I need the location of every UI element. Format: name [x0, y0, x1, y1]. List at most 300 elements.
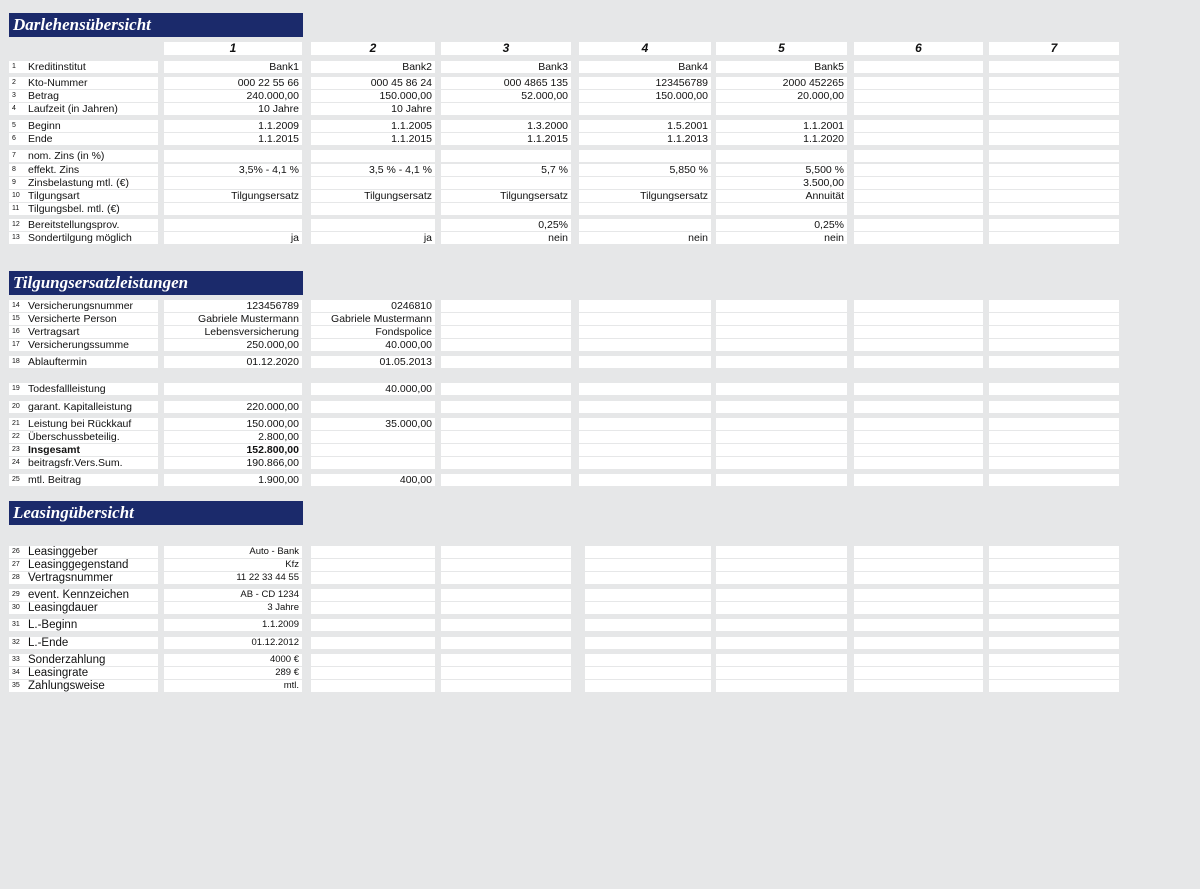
- table-cell[interactable]: [579, 177, 711, 189]
- table-cell[interactable]: [441, 680, 571, 692]
- table-cell[interactable]: [579, 326, 711, 338]
- table-cell[interactable]: [854, 190, 983, 202]
- row-label-text: Zinsbelastung mtl. (€): [28, 177, 129, 189]
- table-cell[interactable]: [311, 559, 435, 571]
- row-label: [9, 164, 158, 176]
- table-cell[interactable]: [989, 654, 1119, 666]
- table-cell[interactable]: [441, 572, 571, 584]
- table-cell[interactable]: Tilgungsersatz: [441, 190, 571, 202]
- table-cell[interactable]: [311, 457, 435, 469]
- table-cell[interactable]: Bank4: [579, 61, 711, 73]
- table-cell[interactable]: [441, 326, 571, 338]
- row-number: 16: [12, 328, 20, 335]
- table-cell[interactable]: 40.000,00: [311, 383, 435, 395]
- table-cell[interactable]: 123456789: [164, 300, 302, 312]
- table-cell[interactable]: [854, 401, 983, 413]
- table-cell[interactable]: [716, 418, 847, 430]
- row-label-text: Ablauftermin: [28, 356, 87, 368]
- table-cell[interactable]: [585, 602, 711, 614]
- table-cell[interactable]: [441, 177, 571, 189]
- table-cell[interactable]: [716, 667, 847, 679]
- table-cell[interactable]: 01.12.2020: [164, 356, 302, 368]
- table-cell[interactable]: [164, 383, 302, 395]
- table-cell[interactable]: [585, 546, 711, 558]
- table-cell[interactable]: [441, 431, 571, 443]
- table-cell[interactable]: 0,25%: [441, 219, 571, 231]
- row-label: [9, 150, 158, 162]
- table-cell[interactable]: Bank1: [164, 61, 302, 73]
- table-cell[interactable]: [716, 339, 847, 351]
- table-cell[interactable]: [716, 401, 847, 413]
- row-number: 24: [12, 459, 20, 466]
- row-number: 35: [12, 682, 20, 689]
- table-cell[interactable]: [311, 203, 435, 215]
- table-cell[interactable]: [311, 219, 435, 231]
- table-cell[interactable]: [989, 133, 1119, 145]
- table-cell[interactable]: [441, 356, 571, 368]
- table-cell[interactable]: [716, 383, 847, 395]
- row-label: [9, 77, 158, 89]
- table-cell[interactable]: [311, 637, 435, 649]
- table-cell[interactable]: [579, 431, 711, 443]
- table-cell[interactable]: 4000 €: [164, 654, 302, 666]
- table-cell[interactable]: [854, 61, 983, 73]
- table-cell[interactable]: [579, 339, 711, 351]
- table-cell[interactable]: 01.12.2012: [164, 637, 302, 649]
- table-cell[interactable]: [579, 457, 711, 469]
- table-cell[interactable]: [585, 667, 711, 679]
- row-label-text: Bereitstellungsprov.: [28, 219, 120, 231]
- table-cell[interactable]: [854, 589, 983, 601]
- row-number: 32: [12, 639, 20, 646]
- table-cell[interactable]: 123456789: [579, 77, 711, 89]
- table-cell[interactable]: 150.000,00: [579, 90, 711, 102]
- table-cell[interactable]: [989, 339, 1119, 351]
- table-cell[interactable]: [989, 418, 1119, 430]
- table-cell[interactable]: [441, 418, 571, 430]
- table-cell[interactable]: 150.000,00: [164, 418, 302, 430]
- row-label-text: Sonderzahlung: [28, 654, 106, 666]
- table-cell[interactable]: 000 22 55 66: [164, 77, 302, 89]
- table-cell[interactable]: 220.000,00: [164, 401, 302, 413]
- table-cell[interactable]: 1.1.2009: [164, 120, 302, 132]
- column-number-6: 6: [854, 42, 983, 55]
- table-cell[interactable]: 000 45 86 24: [311, 77, 435, 89]
- table-cell[interactable]: [854, 546, 983, 558]
- row-label-text: Leistung bei Rückkauf: [28, 418, 132, 430]
- table-cell[interactable]: 1.1.2015: [164, 133, 302, 145]
- row-label: [9, 431, 158, 443]
- table-cell[interactable]: [441, 203, 571, 215]
- row-number: 34: [12, 669, 20, 676]
- table-cell[interactable]: [164, 150, 302, 162]
- row-number: 20: [12, 403, 20, 410]
- table-cell[interactable]: [989, 120, 1119, 132]
- table-cell[interactable]: [441, 474, 571, 486]
- table-cell[interactable]: [579, 418, 711, 430]
- table-cell[interactable]: 1.1.2001: [716, 120, 847, 132]
- row-label: [9, 401, 158, 413]
- table-cell[interactable]: 1.3.2000: [441, 120, 571, 132]
- table-cell[interactable]: [854, 90, 983, 102]
- table-cell[interactable]: Bank3: [441, 61, 571, 73]
- row-label-text: Leasinggeber: [28, 546, 98, 558]
- row-label: [9, 444, 158, 456]
- row-label: [9, 457, 158, 469]
- table-cell[interactable]: Gabriele Mustermann: [311, 313, 435, 325]
- table-cell[interactable]: [311, 401, 435, 413]
- table-cell[interactable]: [989, 619, 1119, 631]
- table-cell[interactable]: [311, 572, 435, 584]
- table-cell[interactable]: 1.1.2020: [716, 133, 847, 145]
- row-label-text: mtl. Beitrag: [28, 474, 82, 486]
- table-cell[interactable]: [164, 203, 302, 215]
- table-cell[interactable]: 0246810: [311, 300, 435, 312]
- table-cell[interactable]: [441, 150, 571, 162]
- table-cell[interactable]: 250.000,00: [164, 339, 302, 351]
- row-label: [9, 619, 158, 631]
- table-cell[interactable]: 3 Jahre: [164, 602, 302, 614]
- row-label-text: Betrag: [28, 90, 59, 102]
- table-cell[interactable]: [311, 431, 435, 443]
- table-cell[interactable]: [585, 559, 711, 571]
- table-cell[interactable]: [989, 356, 1119, 368]
- table-cell[interactable]: [989, 572, 1119, 584]
- table-cell[interactable]: Tilgungsersatz: [311, 190, 435, 202]
- table-cell[interactable]: Kfz: [164, 559, 302, 571]
- table-cell[interactable]: mtl.: [164, 680, 302, 692]
- table-cell[interactable]: 5,850 %: [579, 164, 711, 176]
- table-cell[interactable]: Fondspolice: [311, 326, 435, 338]
- table-cell[interactable]: [989, 90, 1119, 102]
- table-cell[interactable]: [311, 177, 435, 189]
- table-cell[interactable]: [854, 654, 983, 666]
- table-cell[interactable]: 289 €: [164, 667, 302, 679]
- row-number: 25: [12, 476, 20, 483]
- table-cell[interactable]: [989, 313, 1119, 325]
- row-label: [9, 326, 158, 338]
- table-cell[interactable]: [989, 103, 1119, 115]
- table-cell[interactable]: [716, 203, 847, 215]
- table-cell[interactable]: 150.000,00: [311, 90, 435, 102]
- table-cell[interactable]: 1.1.2015: [441, 133, 571, 145]
- table-cell[interactable]: [585, 572, 711, 584]
- table-cell[interactable]: [441, 339, 571, 351]
- table-cell[interactable]: 1.1.2005: [311, 120, 435, 132]
- table-cell[interactable]: Gabriele Mustermann: [164, 313, 302, 325]
- table-cell[interactable]: 10 Jahre: [311, 103, 435, 115]
- table-cell[interactable]: [989, 300, 1119, 312]
- table-cell[interactable]: 35.000,00: [311, 418, 435, 430]
- table-cell[interactable]: [716, 457, 847, 469]
- table-cell[interactable]: [989, 546, 1119, 558]
- table-cell[interactable]: [716, 637, 847, 649]
- table-cell[interactable]: [989, 164, 1119, 176]
- table-cell[interactable]: [854, 77, 983, 89]
- table-cell[interactable]: [716, 572, 847, 584]
- table-cell[interactable]: 11 22 33 44 55: [164, 572, 302, 584]
- table-cell[interactable]: 190.866,00: [164, 457, 302, 469]
- row-number: 30: [12, 604, 20, 611]
- table-cell[interactable]: [989, 219, 1119, 231]
- table-cell[interactable]: ja: [164, 232, 302, 244]
- table-cell[interactable]: [989, 77, 1119, 89]
- table-cell[interactable]: nein: [716, 232, 847, 244]
- row-number: 22: [12, 433, 20, 440]
- table-cell[interactable]: [716, 680, 847, 692]
- table-cell[interactable]: [989, 177, 1119, 189]
- table-cell[interactable]: [441, 383, 571, 395]
- table-cell[interactable]: 40.000,00: [311, 339, 435, 351]
- table-cell[interactable]: [585, 680, 711, 692]
- table-cell[interactable]: 5,7 %: [441, 164, 571, 176]
- row-label: [9, 90, 158, 102]
- row-label: [9, 667, 158, 679]
- table-cell[interactable]: [441, 667, 571, 679]
- row-label-text: Versicherungsnummer: [28, 300, 134, 312]
- table-cell[interactable]: [716, 589, 847, 601]
- table-cell[interactable]: [989, 559, 1119, 571]
- table-cell[interactable]: 5,500 %: [716, 164, 847, 176]
- table-cell[interactable]: [311, 444, 435, 456]
- table-cell[interactable]: [989, 190, 1119, 202]
- row-label: [9, 120, 158, 132]
- table-cell[interactable]: [854, 667, 983, 679]
- table-cell[interactable]: nein: [579, 232, 711, 244]
- row-label: [9, 572, 158, 584]
- table-cell[interactable]: 0,25%: [716, 219, 847, 231]
- table-cell[interactable]: [311, 619, 435, 631]
- table-cell[interactable]: [854, 120, 983, 132]
- table-cell[interactable]: [716, 474, 847, 486]
- table-cell[interactable]: 000 4865 135: [441, 77, 571, 89]
- table-cell[interactable]: [441, 401, 571, 413]
- table-cell[interactable]: Bank2: [311, 61, 435, 73]
- row-label-text: Vertragsnummer: [28, 572, 114, 584]
- row-label-text: Versicherte Person: [28, 313, 117, 325]
- table-cell[interactable]: 152.800,00: [164, 444, 302, 456]
- table-cell[interactable]: [989, 61, 1119, 73]
- table-cell[interactable]: [585, 637, 711, 649]
- table-cell[interactable]: [854, 313, 983, 325]
- table-cell[interactable]: [854, 103, 983, 115]
- table-cell[interactable]: 10 Jahre: [164, 103, 302, 115]
- table-cell[interactable]: [989, 431, 1119, 443]
- table-cell[interactable]: Tilgungsersatz: [164, 190, 302, 202]
- row-label-text: Beginn: [28, 120, 61, 132]
- table-cell[interactable]: [716, 602, 847, 614]
- table-cell[interactable]: [854, 356, 983, 368]
- row-number: 31: [12, 621, 20, 628]
- table-cell[interactable]: [854, 444, 983, 456]
- table-cell[interactable]: 20.000,00: [716, 90, 847, 102]
- table-cell[interactable]: Tilgungsersatz: [579, 190, 711, 202]
- table-cell[interactable]: 400,00: [311, 474, 435, 486]
- table-cell[interactable]: [989, 203, 1119, 215]
- row-label-text: Leasinggegenstand: [28, 559, 129, 571]
- table-cell[interactable]: [579, 300, 711, 312]
- table-cell[interactable]: [854, 431, 983, 443]
- table-cell[interactable]: [311, 602, 435, 614]
- table-cell[interactable]: [441, 103, 571, 115]
- table-cell[interactable]: [854, 164, 983, 176]
- table-cell[interactable]: 1.1.2009: [164, 619, 302, 631]
- row-number: 6: [12, 135, 16, 142]
- row-number: 4: [12, 105, 16, 112]
- table-cell[interactable]: [441, 300, 571, 312]
- table-cell[interactable]: [311, 546, 435, 558]
- table-cell[interactable]: [579, 219, 711, 231]
- table-cell[interactable]: [989, 444, 1119, 456]
- table-cell[interactable]: [164, 219, 302, 231]
- table-cell[interactable]: [716, 300, 847, 312]
- table-cell[interactable]: [854, 619, 983, 631]
- table-cell[interactable]: [716, 546, 847, 558]
- table-cell[interactable]: [579, 383, 711, 395]
- table-cell[interactable]: [579, 203, 711, 215]
- table-cell[interactable]: [989, 637, 1119, 649]
- table-cell[interactable]: [989, 383, 1119, 395]
- table-cell[interactable]: Bank5: [716, 61, 847, 73]
- table-cell[interactable]: [311, 589, 435, 601]
- table-cell[interactable]: [441, 546, 571, 558]
- table-cell[interactable]: [854, 418, 983, 430]
- table-cell[interactable]: [585, 619, 711, 631]
- table-cell[interactable]: [854, 637, 983, 649]
- table-cell[interactable]: 52.000,00: [441, 90, 571, 102]
- table-cell[interactable]: [989, 602, 1119, 614]
- table-cell[interactable]: [716, 559, 847, 571]
- table-cell[interactable]: [854, 300, 983, 312]
- table-cell[interactable]: 3,5 % - 4,1 %: [311, 164, 435, 176]
- row-label: [9, 383, 158, 395]
- table-cell[interactable]: [854, 559, 983, 571]
- table-cell[interactable]: [716, 313, 847, 325]
- row-number: 14: [12, 302, 20, 309]
- row-label: [9, 61, 158, 73]
- row-label-text: L.-Ende: [28, 637, 69, 649]
- table-cell[interactable]: [585, 654, 711, 666]
- table-cell[interactable]: Annuität: [716, 190, 847, 202]
- table-cell[interactable]: [854, 383, 983, 395]
- table-cell[interactable]: [311, 150, 435, 162]
- row-label: [9, 300, 158, 312]
- table-cell[interactable]: [441, 457, 571, 469]
- table-cell[interactable]: [854, 150, 983, 162]
- table-cell[interactable]: [579, 150, 711, 162]
- table-cell[interactable]: [854, 474, 983, 486]
- table-cell[interactable]: [441, 602, 571, 614]
- table-cell[interactable]: [441, 313, 571, 325]
- table-cell[interactable]: 1.900,00: [164, 474, 302, 486]
- table-cell[interactable]: [311, 680, 435, 692]
- table-cell[interactable]: [579, 444, 711, 456]
- table-cell[interactable]: [854, 177, 983, 189]
- table-cell[interactable]: [579, 103, 711, 115]
- table-cell[interactable]: [989, 232, 1119, 244]
- table-cell[interactable]: [441, 654, 571, 666]
- row-label-text: Kreditinstitut: [28, 61, 86, 73]
- table-cell[interactable]: [716, 103, 847, 115]
- table-cell[interactable]: [854, 602, 983, 614]
- table-cell[interactable]: [579, 474, 711, 486]
- row-label: [9, 177, 158, 189]
- table-cell[interactable]: 1.5.2001: [579, 120, 711, 132]
- table-cell[interactable]: [441, 444, 571, 456]
- table-cell[interactable]: Auto - Bank: [164, 546, 302, 558]
- table-cell[interactable]: [441, 589, 571, 601]
- table-cell[interactable]: [854, 680, 983, 692]
- table-cell[interactable]: [854, 326, 983, 338]
- table-cell[interactable]: [716, 356, 847, 368]
- row-label-text: Tilgungsart: [28, 190, 80, 202]
- table-cell[interactable]: [854, 232, 983, 244]
- table-cell[interactable]: [989, 326, 1119, 338]
- table-cell[interactable]: [441, 619, 571, 631]
- table-cell[interactable]: [716, 444, 847, 456]
- table-cell[interactable]: [585, 589, 711, 601]
- table-cell[interactable]: [854, 203, 983, 215]
- table-cell[interactable]: 2000 452265: [716, 77, 847, 89]
- table-cell[interactable]: 3.500,00: [716, 177, 847, 189]
- table-cell[interactable]: [579, 356, 711, 368]
- table-cell[interactable]: Lebensversicherung: [164, 326, 302, 338]
- table-cell[interactable]: [311, 667, 435, 679]
- table-cell[interactable]: [579, 313, 711, 325]
- row-label: [9, 203, 158, 215]
- table-cell[interactable]: [311, 654, 435, 666]
- table-cell[interactable]: [441, 637, 571, 649]
- table-cell[interactable]: 01.05.2013: [311, 356, 435, 368]
- table-cell[interactable]: 1.1.2015: [311, 133, 435, 145]
- table-cell[interactable]: AB - CD 1234: [164, 589, 302, 601]
- table-cell[interactable]: [579, 401, 711, 413]
- table-cell[interactable]: [164, 177, 302, 189]
- row-number: 2: [12, 79, 16, 86]
- table-cell[interactable]: [989, 667, 1119, 679]
- table-cell[interactable]: 240.000,00: [164, 90, 302, 102]
- table-cell[interactable]: [989, 457, 1119, 469]
- table-cell[interactable]: ja: [311, 232, 435, 244]
- table-cell[interactable]: [989, 401, 1119, 413]
- row-label-text: garant. Kapitalleistung: [28, 401, 132, 413]
- table-cell[interactable]: 3,5% - 4,1 %: [164, 164, 302, 176]
- row-label-text: Insgesamt: [28, 444, 80, 456]
- table-cell[interactable]: [989, 680, 1119, 692]
- table-cell[interactable]: 2.800,00: [164, 431, 302, 443]
- table-cell[interactable]: [716, 326, 847, 338]
- table-cell[interactable]: [989, 589, 1119, 601]
- table-cell[interactable]: nein: [441, 232, 571, 244]
- row-number: 33: [12, 656, 20, 663]
- row-number: 18: [12, 358, 20, 365]
- table-cell[interactable]: [854, 572, 983, 584]
- table-cell[interactable]: [441, 559, 571, 571]
- table-cell[interactable]: [854, 219, 983, 231]
- table-cell[interactable]: [716, 654, 847, 666]
- table-cell[interactable]: 1.1.2013: [579, 133, 711, 145]
- table-cell[interactable]: [989, 150, 1119, 162]
- table-cell[interactable]: [854, 133, 983, 145]
- table-cell[interactable]: [716, 431, 847, 443]
- table-cell[interactable]: [989, 474, 1119, 486]
- row-label-text: Tilgungsbel. mtl. (€): [28, 203, 120, 215]
- table-cell[interactable]: [854, 339, 983, 351]
- table-cell[interactable]: [716, 619, 847, 631]
- row-number: 9: [12, 179, 16, 186]
- table-cell[interactable]: [716, 150, 847, 162]
- table-cell[interactable]: [854, 457, 983, 469]
